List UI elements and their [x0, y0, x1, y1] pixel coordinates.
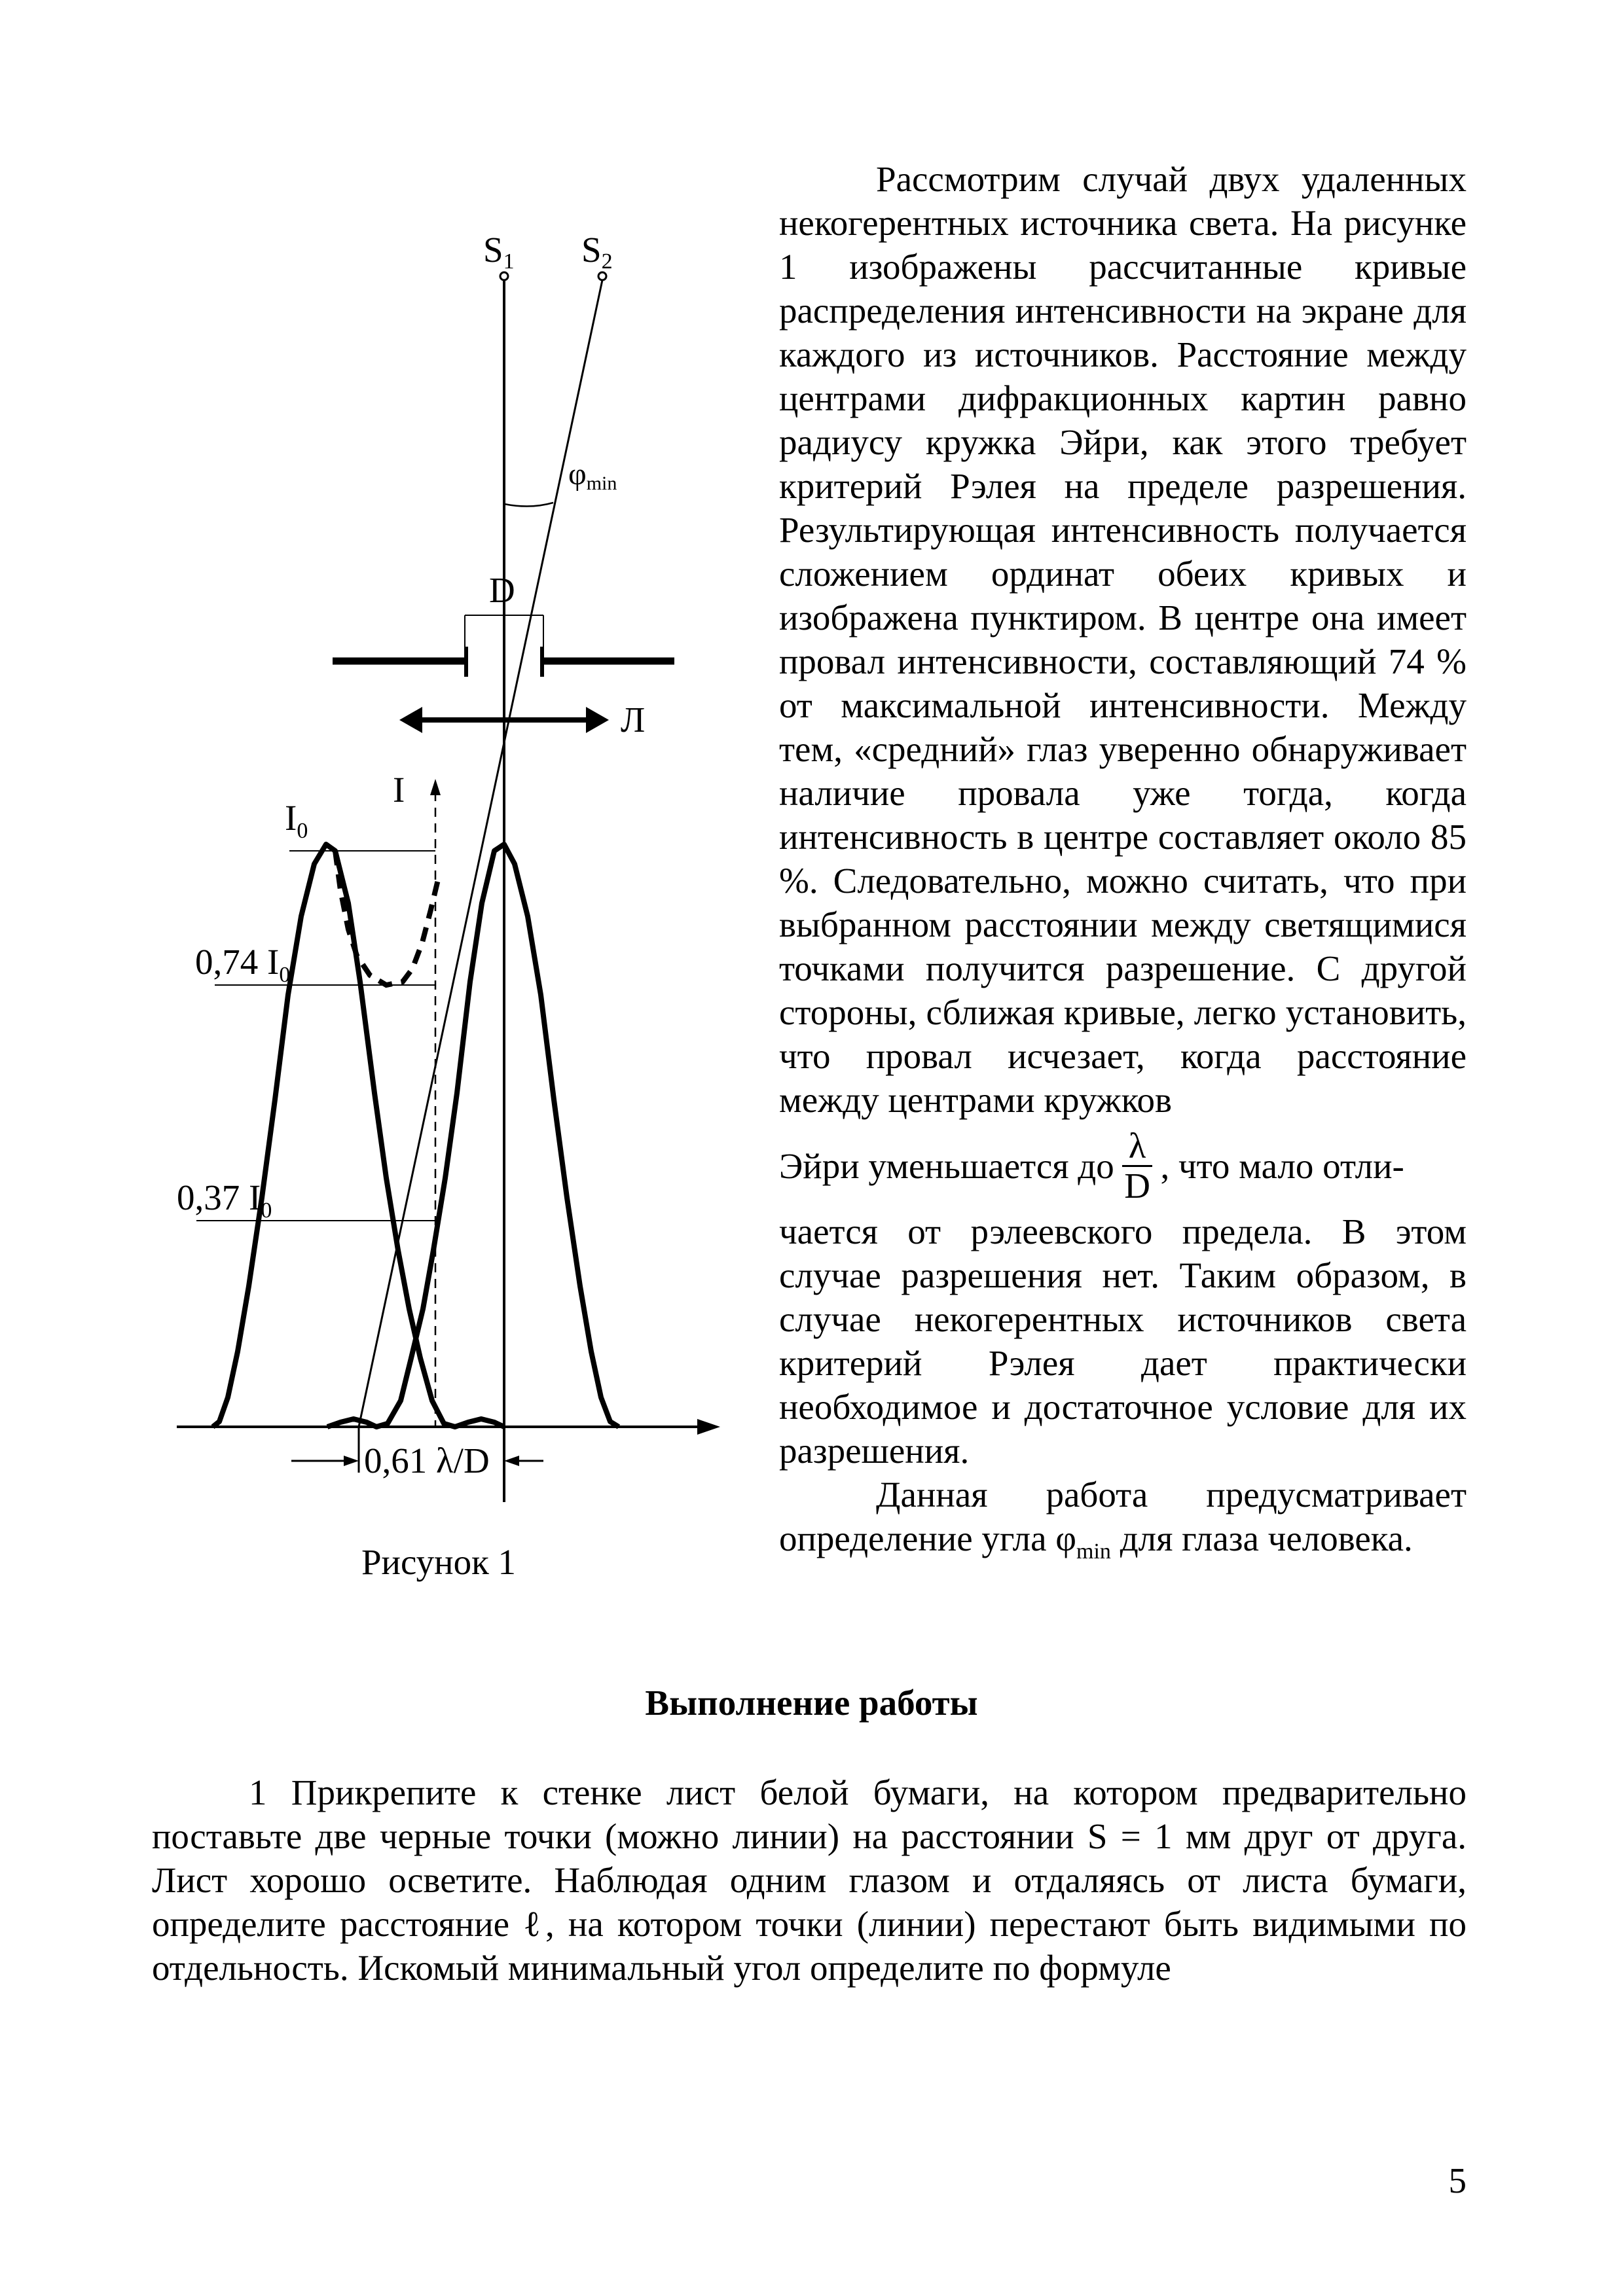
s2-ray-line: [359, 280, 602, 1427]
dist-arrow-right-head: [504, 1456, 519, 1466]
label-s1: S1: [483, 230, 515, 274]
label-d: D: [489, 570, 515, 610]
p2-phi: φ: [1055, 1518, 1077, 1558]
label-i0: $I_0$: [285, 798, 308, 843]
eq-text-before: Эйри уменьшается до: [779, 1145, 1114, 1186]
instruction-paragraph: [152, 1770, 1467, 1990]
label-074-i0: 0,74 $I_0$: [195, 942, 291, 987]
figure-caption: Рисунок 1: [361, 1542, 517, 1582]
ell-symbol: ℓ: [523, 1904, 545, 1944]
label-037-i0: 0,37 $I_0$: [177, 1177, 272, 1223]
inline-equation-line: [779, 1122, 1467, 1210]
instruction-text-a: 1 Прикрепите к стенке лист белой бумаги, на котором предварительно поставьте две черные точки (можно линии) на расстоянии S = 1 мм друг от друга. Лист хорошо осветите. Наблюдая одним глазом и отдаляясь от листа бумаги, определите расстояние: [152, 1772, 1467, 1944]
paragraph-1: Рассмотрим случай двух удаленных некогерентных источника света. На рисунке 1 изображены рассчитанные кривые распределения интенсивности на экране для каждого из источников. Расстояние между центрами дифракционных картин равно радиусу кружка Эйри, как этого требует критерий Рэлея на пределе разрешения. Результирующая интенсивность получается сложением ординат обеих кривых и изображена пунктиром. В центре она имеет провал интенсивности, составляющий 74 % от максимальной интенсивности. Между тем, «средний» глаз уверенно обнаруживает наличие провала уже тогда, когда интенсивность в центре составляет около 85 %. Следовательно, можно считать, что при выбранном расстоянии между светящимися точками получится разрешение. С другой стороны, сближая кривые, легко установить, что провал исчезает, когда расстояние между центрами кружков: [779, 159, 1467, 1120]
diagram-svg: [144, 196, 733, 1656]
label-intensity-axis: I: [393, 770, 405, 810]
eq-text-after: , что мало отли-: [1160, 1145, 1404, 1186]
dist-arrow-left-head: [344, 1456, 359, 1466]
label-s2: S2: [581, 230, 613, 274]
phi-min-arc: [504, 503, 553, 507]
source1-intensity-curve: [213, 844, 504, 1427]
p2-text-a: Данная работа предусматривает определение угла: [779, 1475, 1467, 1558]
page-number: 5: [1448, 2161, 1467, 2200]
baseline-arrowhead: [697, 1419, 720, 1435]
figure-1: [144, 196, 733, 1656]
p2-phi-sub: min: [1076, 1539, 1111, 1564]
label-lens: Л: [621, 700, 646, 740]
paragraph-1-end: чается от рэлеевского предела. В этом случае разрешения нет. Таким образом, в случае некогерентных источников света критерий Рэлея дает практически необходимое и достаточное условие для их разрешения.: [779, 1211, 1467, 1471]
source2-intensity-curve: [327, 844, 619, 1427]
instruction-text-b: , на котором точки (линии) перестают быть видимыми по отдельность. Искомый минимальный угол определите по формуле: [152, 1904, 1467, 1988]
section-heading: Выполнение работы: [645, 1683, 978, 1723]
right-column-text: [779, 157, 1467, 1573]
paragraph-2: [779, 1473, 1467, 1573]
label-061-lambda-d: 0,61 λ/D: [364, 1441, 490, 1480]
frac-numerator: λ: [1122, 1127, 1153, 1167]
frac-denominator: D: [1124, 1165, 1150, 1206]
label-phi-min: φmin: [568, 457, 617, 494]
p2-text-b: для глаза человека.: [1120, 1518, 1413, 1558]
intensity-axis-arrowhead: [430, 779, 441, 795]
bottom-text: [152, 1770, 1467, 1990]
lambda-over-d-fraction: [1122, 1127, 1153, 1205]
lens-arrow-right-head: [586, 707, 609, 733]
lens-arrow-left-head: [399, 707, 422, 733]
